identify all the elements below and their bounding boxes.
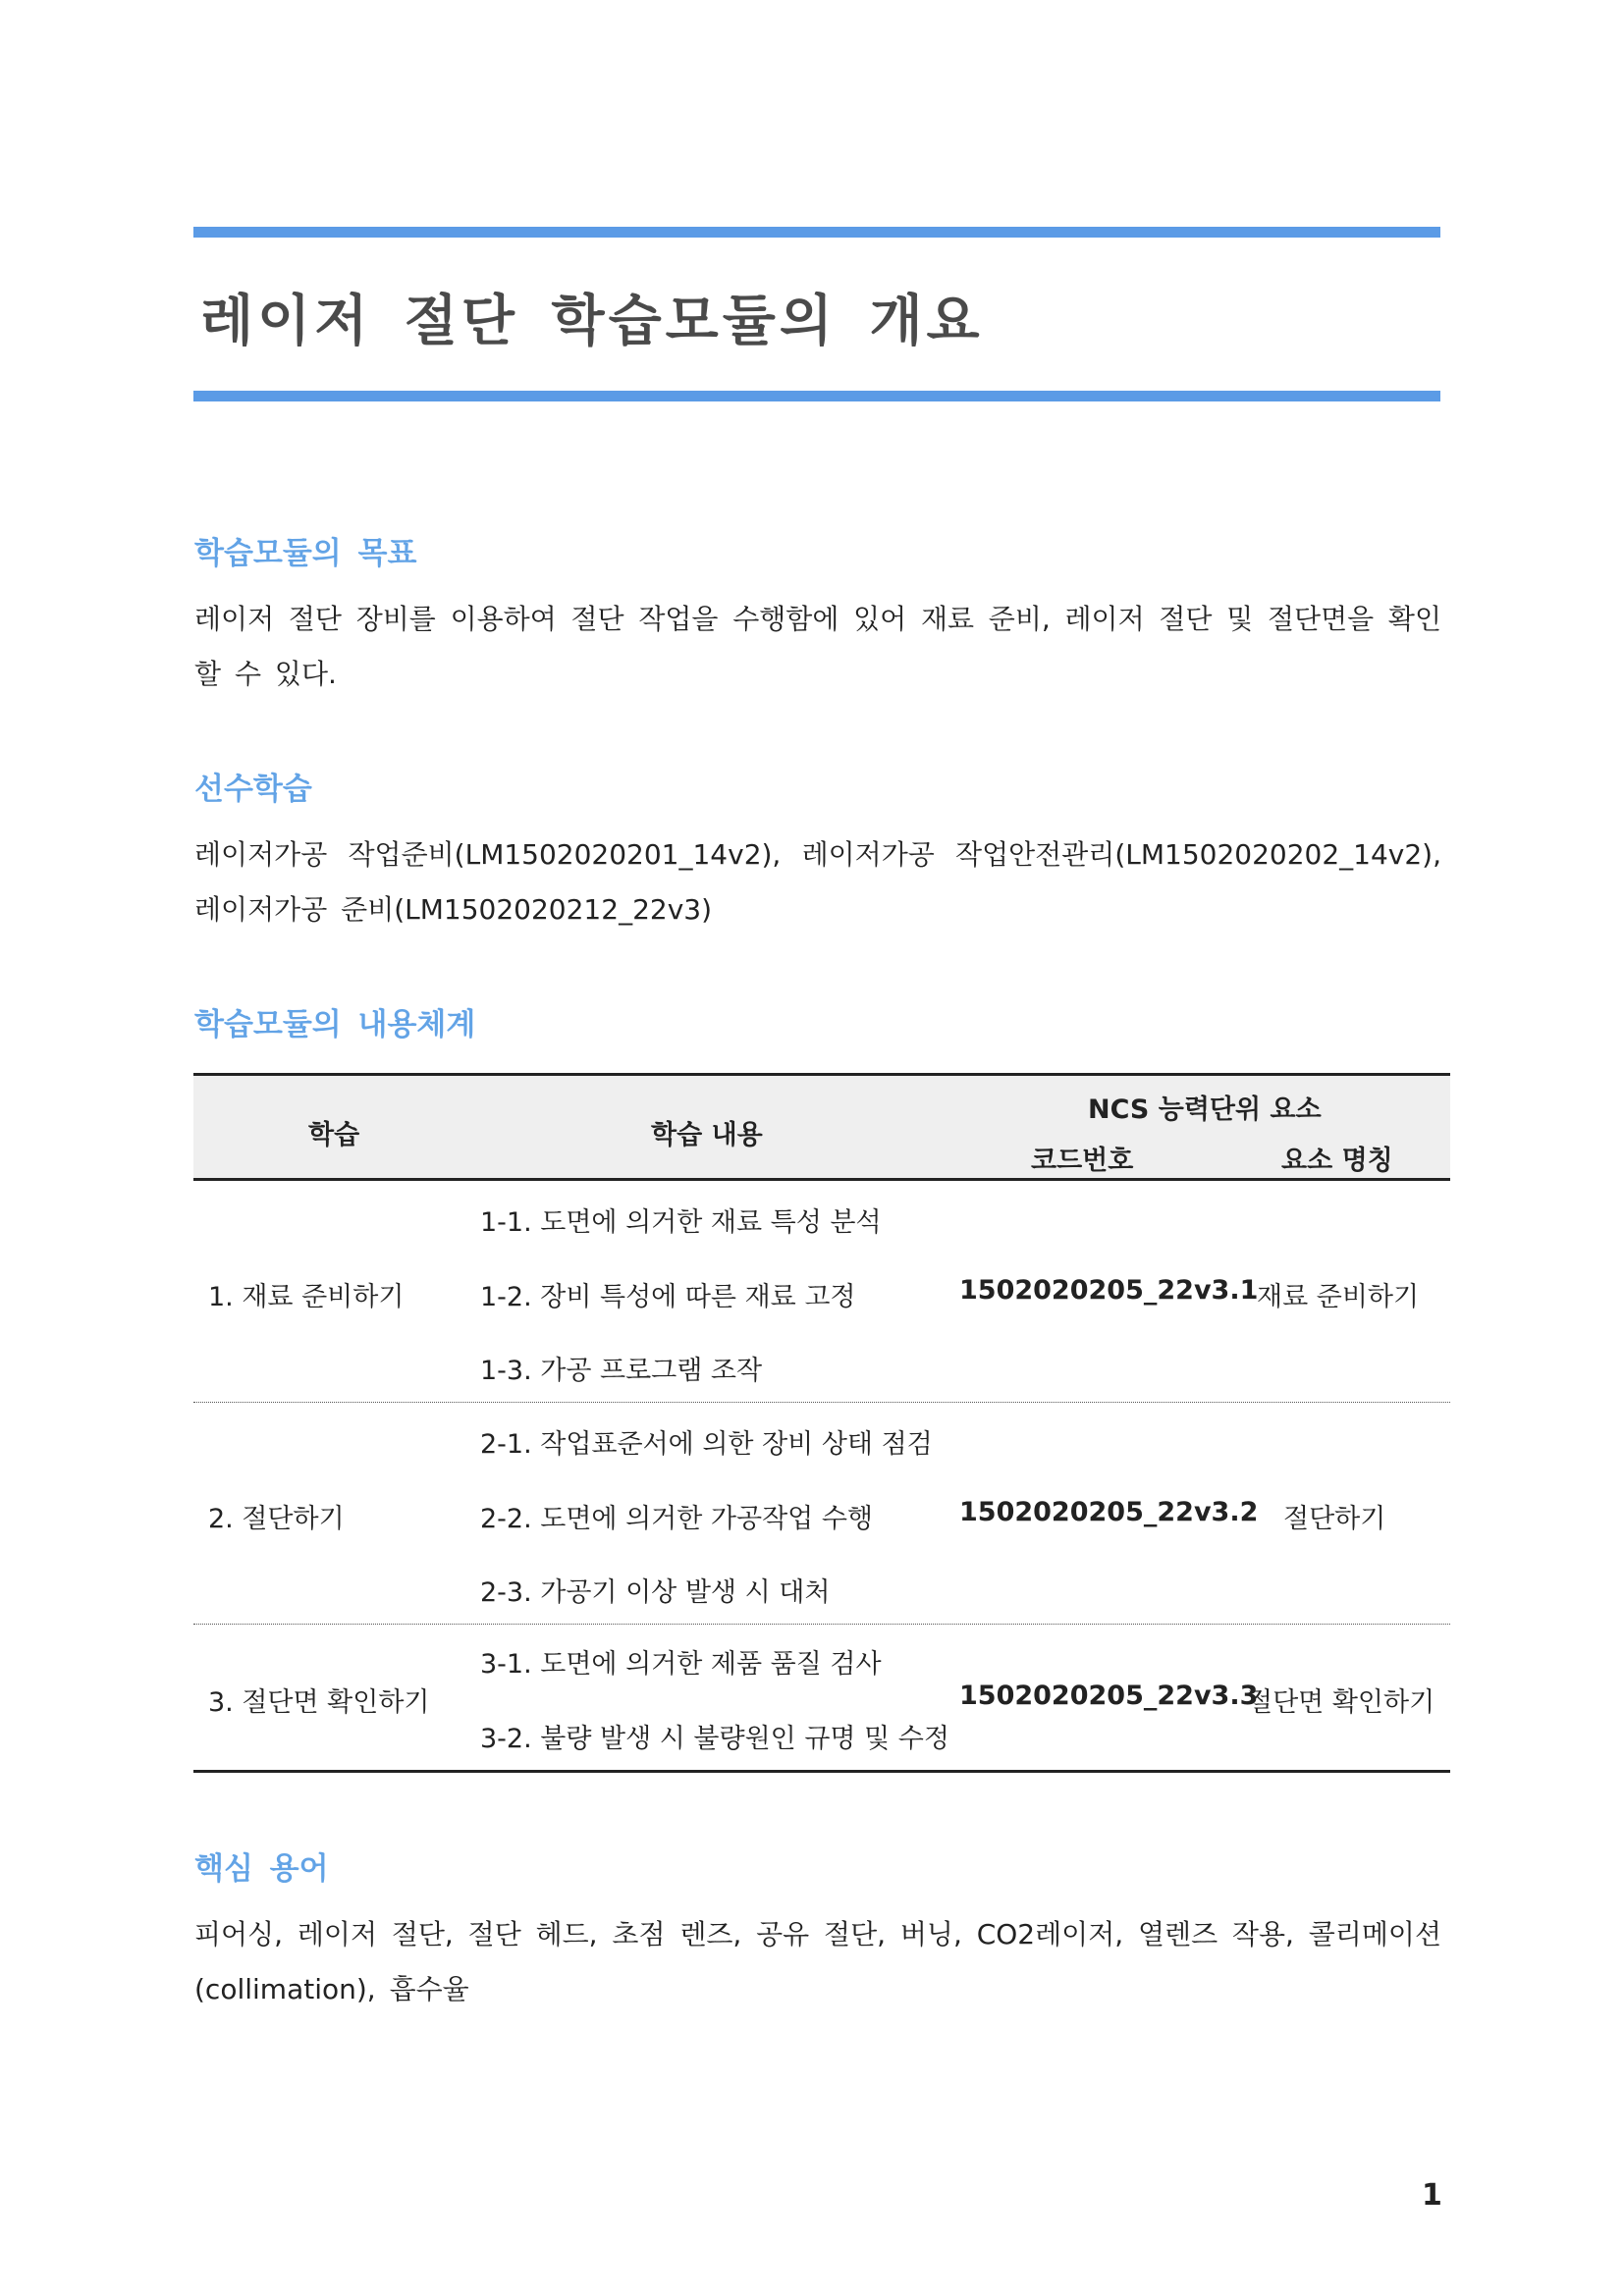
header-ncs-group: NCS 능력단위 요소: [1088, 1095, 1322, 1125]
goal-heading: 학습모듈의 목표: [194, 536, 417, 571]
row-content: 2-3. 가공기 이상 발생 시 대처: [480, 1577, 831, 1608]
row-learning: 1. 재료 준비하기: [208, 1282, 405, 1312]
row-element-name: 절단하기: [1283, 1504, 1386, 1534]
table-row: [193, 1181, 1450, 1402]
row-element-name: 절단면 확인하기: [1247, 1687, 1435, 1718]
prereq-text: 레이저가공 작업준비(LM1502020201_14v2), 레이저가공 작업안전관리(LM1502020202_14v2), 레이저가공 준비(LM1502020212_22v3): [194, 838, 1441, 926]
terms-heading: 핵심 용어: [194, 1851, 329, 1887]
header-element-name: 요소 명칭: [1281, 1146, 1393, 1176]
row-learning: 3. 절단면 확인하기: [208, 1687, 430, 1718]
row-content: 1-1. 도면에 의거한 재료 특성 분석: [480, 1207, 882, 1238]
title-top-rule: [193, 227, 1440, 238]
page-title: 레이저 절단 학습모듈의 개요: [200, 290, 984, 353]
row-content: 2-2. 도면에 의거한 가공작업 수행: [480, 1504, 873, 1534]
prereq-heading: 선수학습: [194, 772, 312, 807]
header-learning: 학습: [308, 1120, 360, 1150]
structure-heading: 학습모듈의 내용체계: [194, 1007, 476, 1042]
goal-text: 레이저 절단 장비를 이용하여 절단 작업을 수행함에 있어 재료 준비, 레이저 절단 및 절단면을 확인 할 수 있다.: [194, 603, 1441, 690]
row-code: 1502020205_22v3.2: [959, 1497, 1259, 1527]
row-content: 1-3. 가공 프로그램 조작: [480, 1356, 763, 1386]
header-content: 학습 내용: [651, 1120, 763, 1150]
page-number: 1: [1422, 2178, 1442, 2213]
row-content: 3-2. 불량 발생 시 불량원인 규명 및 수정: [480, 1724, 949, 1754]
table-row: [193, 1624, 1450, 1770]
terms-text: 피어싱, 레이저 절단, 절단 헤드, 초점 렌즈, 공유 절단, 버닝, CO2레이저, 열렌즈 작용, 콜리메이션(collimation), 흡수율: [194, 1918, 1441, 2005]
row-code: 1502020205_22v3.3: [959, 1681, 1259, 1711]
row-content: 1-2. 장비 특성에 따른 재료 고정: [480, 1282, 856, 1312]
row-learning: 2. 절단하기: [208, 1504, 345, 1534]
row-element-name: 재료 준비하기: [1257, 1282, 1420, 1312]
table-header: [193, 1076, 1450, 1181]
table-row: [193, 1402, 1450, 1624]
row-code: 1502020205_22v3.1: [959, 1275, 1259, 1306]
title-bottom-rule: [193, 391, 1440, 401]
header-code: 코드번호: [1031, 1146, 1134, 1176]
content-structure-table: [193, 1073, 1450, 1773]
row-content: 2-1. 작업표준서에 의한 장비 상태 점검: [480, 1429, 933, 1460]
row-content: 3-1. 도면에 의거한 제품 품질 검사: [480, 1649, 882, 1680]
